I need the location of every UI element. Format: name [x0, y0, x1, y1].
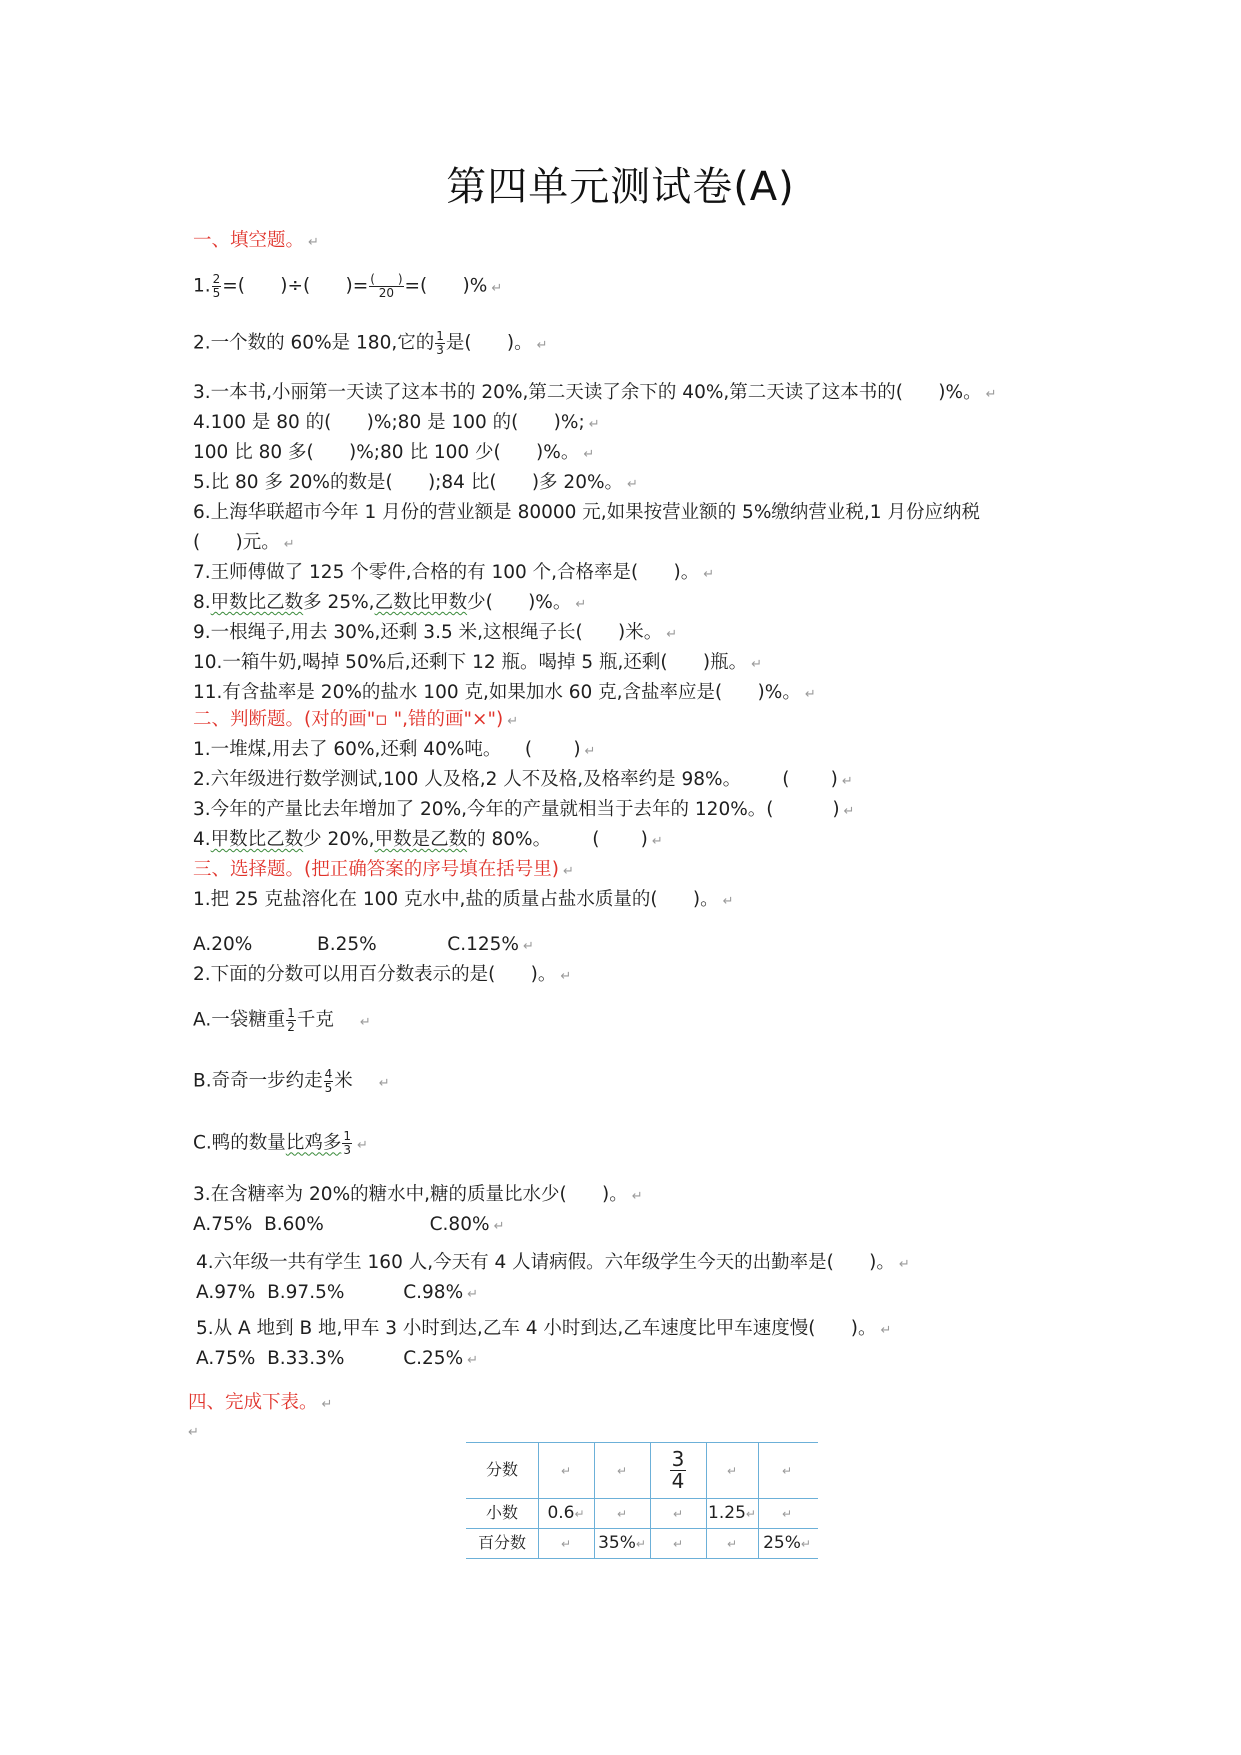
- q3-2-b-tail: 米: [334, 1070, 353, 1092]
- paragraph-mark: ↵: [575, 597, 587, 612]
- q1-11-text: 11.有含盐率是 20%的盐水 100 克,如果加水 60 克,含盐率应是( )%。: [193, 682, 801, 703]
- question-1-3: [193, 380, 997, 408]
- empty-paragraph: [188, 1418, 199, 1446]
- paragraph-mark: ↵: [583, 447, 595, 462]
- table-cell-blank: [538, 1528, 594, 1558]
- conversion-table: [466, 1442, 826, 1560]
- table-cell: 0.6↵: [547, 1503, 585, 1523]
- q3-2-a-prefix: A.一袋糖重: [193, 1009, 286, 1031]
- question-1-4a: [193, 410, 600, 438]
- cell-mark: ↵: [781, 1464, 793, 1478]
- question-2-2: [193, 767, 853, 795]
- section-3-header: [193, 857, 574, 885]
- paragraph-mark: ↵: [467, 1353, 479, 1368]
- paragraph-mark: ↵: [562, 864, 574, 879]
- cell-mark: ↵: [616, 1507, 628, 1521]
- q1-8-tail: 少( )%。: [467, 592, 572, 613]
- paragraph-mark: ↵: [308, 235, 319, 250]
- q2-2-text: 2.六年级进行数学测试,100 人及格,2 人不及格,及格率约是 98%。 ( ): [193, 769, 838, 790]
- table-cell-blank: [758, 1498, 816, 1528]
- question-1-6a: [193, 500, 980, 526]
- question-1-1: [193, 273, 502, 302]
- q1-1-tail: =( )%: [404, 275, 488, 297]
- table-row-header: 小数: [485, 1503, 518, 1522]
- fraction-denominator: 4: [671, 1468, 685, 1493]
- question-3-1: [193, 887, 734, 915]
- q1-2-tail: 是( )。: [445, 332, 533, 354]
- paragraph-mark: ↵: [536, 337, 548, 353]
- fraction-2-5: [212, 273, 222, 300]
- q2-3-text: 3.今年的产量比去年增加了 20%,今年的产量就相当于去年的 120%。( ): [193, 799, 840, 820]
- section-1-header-text: 一、填空题。: [193, 230, 305, 251]
- paragraph-mark: ↵: [804, 687, 816, 702]
- table-cell: 35%↵: [598, 1533, 646, 1553]
- paragraph-mark: ↵: [841, 774, 853, 789]
- q3-2-c-prefix: C.鸭的数量: [193, 1132, 286, 1154]
- table-cell: 25%↵: [763, 1533, 811, 1553]
- paragraph-mark: ↵: [631, 1189, 643, 1204]
- question-1-2: [193, 330, 548, 359]
- cell-mark: ↵: [635, 1537, 646, 1551]
- page-title: 第四单元测试卷(A): [446, 164, 795, 210]
- fraction-blank-20: [369, 273, 403, 300]
- fraction-3-4: [670, 1446, 687, 1493]
- fraction-numerator: ( ): [370, 272, 403, 286]
- table-cell-blank: [758, 1442, 816, 1498]
- fraction-denominator: 3: [343, 1143, 351, 1157]
- q1-8-prefix: 8.: [193, 592, 211, 613]
- fraction-numerator: 2: [212, 272, 221, 286]
- question-3-4: [196, 1250, 910, 1278]
- paragraph-mark: ↵: [467, 1287, 479, 1302]
- q1-9-text: 9.一根绳子,用去 30%,还剩 3.5 米,这根绳子长( )米。: [193, 622, 663, 643]
- q3-1-text: 1.把 25 克盐溶化在 100 克水中,盐的质量占盐水质量的( )。: [193, 889, 719, 910]
- q2-1-text: 1.一堆煤,用去了 60%,还剩 40%吨。 ( ): [193, 739, 581, 760]
- section-2-header: [193, 707, 518, 735]
- table-cell-blank: [538, 1442, 594, 1498]
- question-1-6b: [193, 530, 295, 558]
- section-4-header: [188, 1390, 332, 1418]
- fraction-numerator: 4: [324, 1067, 333, 1081]
- paragraph-mark: ↵: [722, 894, 734, 909]
- paragraph-mark: ↵: [188, 1425, 199, 1440]
- question-1-8: [193, 590, 586, 618]
- fraction-denominator: 5: [324, 1081, 333, 1095]
- question-1-4b: [193, 440, 594, 468]
- section-1-header: [193, 228, 319, 256]
- paragraph-mark: ↵: [491, 280, 503, 296]
- q1-3-text: 3.一本书,小丽第一天读了这本书的 20%,第二天读了余下的 40%,第二天读了这本书的( )%。: [193, 382, 982, 403]
- question-3-1-options: [193, 932, 534, 960]
- cell-mark: ↵: [726, 1464, 738, 1478]
- q1-6b-text: ( )元。: [193, 532, 280, 553]
- q1-2-prefix: 2.一个数的 60%是 180,它的: [193, 332, 435, 354]
- fraction-1-2: [286, 1007, 296, 1034]
- cell-mark: ↵: [616, 1464, 628, 1478]
- table-cell-blank: [650, 1528, 706, 1558]
- table-cell-blank: [706, 1442, 758, 1498]
- question-2-1: [193, 737, 595, 765]
- fraction-denominator: 2: [287, 1020, 295, 1034]
- table-row-header: 分数: [485, 1460, 518, 1479]
- fraction-numerator: 3: [671, 1446, 685, 1471]
- cell-mark: ↵: [560, 1537, 572, 1551]
- cell-mark: ↵: [672, 1507, 684, 1521]
- q1-6a-text: 6.上海华联超市今年 1 月份的营业额是 80000 元,如果按营业额的 5%缴纳营业税,1 月份应纳税: [193, 502, 980, 523]
- paragraph-mark: ↵: [321, 1397, 333, 1412]
- q2-4-middle: 少 20%,: [303, 829, 375, 850]
- q3-3-options-text: A.75% B.60% C.80%: [193, 1214, 490, 1235]
- q1-4a-text: 4.100 是 80 的( )%;80 是 100 的( )%;: [193, 412, 585, 433]
- paragraph-mark: ↵: [627, 477, 638, 492]
- q1-8-underlined-2: 乙数比甲数: [374, 592, 468, 613]
- q2-4-underlined-2: 甲数是乙数: [374, 829, 468, 850]
- question-3-4-options: [196, 1280, 478, 1308]
- paragraph-mark: ↵: [560, 969, 572, 984]
- section-3-header-text: 三、选择题。(把正确答案的序号填在括号里): [193, 859, 559, 880]
- fraction-numerator: 1: [343, 1129, 351, 1143]
- paragraph-mark: ↵: [378, 1075, 390, 1091]
- cell-mark: ↵: [726, 1537, 738, 1551]
- paragraph-mark: ↵: [507, 714, 519, 729]
- q2-4-underlined-1: 甲数比乙数: [210, 829, 304, 850]
- paragraph-mark: ↵: [985, 387, 997, 402]
- fraction-4-5: [324, 1068, 334, 1095]
- paragraph-mark: ↵: [703, 567, 715, 582]
- cell-mark: ↵: [800, 1537, 811, 1551]
- q3-2-text: 2.下面的分数可以用百分数表示的是( )。: [193, 964, 557, 985]
- cell-mark: ↵: [574, 1507, 585, 1521]
- q2-4-prefix: 4.: [193, 829, 211, 850]
- fraction-numerator: 1: [287, 1006, 295, 1020]
- cell-mark: ↵: [781, 1507, 793, 1521]
- fraction-denominator: 5: [212, 286, 221, 300]
- table-cell-blank: [594, 1442, 650, 1498]
- q3-4-text: 4.六年级一共有学生 160 人,今天有 4 人请病假。六年级学生今天的出勤率是( )。: [196, 1252, 895, 1273]
- table-cell-blank: [706, 1528, 758, 1558]
- section-4-header-text: 四、完成下表。: [188, 1392, 318, 1413]
- q1-1-middle: =( )÷( )=: [222, 275, 369, 297]
- q3-1-options-text: A.20% B.25% C.125%: [193, 934, 519, 955]
- table-cell-blank: [594, 1498, 650, 1528]
- fraction-1-3: [342, 1130, 352, 1157]
- question-3-2-option-b: [193, 1068, 390, 1097]
- paragraph-mark: ↵: [359, 1014, 371, 1030]
- cell-mark: ↵: [560, 1464, 572, 1478]
- cell-mark: ↵: [745, 1507, 756, 1521]
- question-2-4: [193, 827, 663, 855]
- q1-7-text: 7.王师傅做了 125 个零件,合格的有 100 个,合格率是( )。: [193, 562, 700, 583]
- paragraph-mark: ↵: [493, 1219, 505, 1234]
- q2-4-tail: 的 80%。 ( ): [467, 829, 648, 850]
- paragraph-mark: ↵: [751, 657, 763, 672]
- question-1-9: [193, 620, 677, 648]
- q1-10-text: 10.一箱牛奶,喝掉 50%后,还剩下 12 瓶。喝掉 5 瓶,还剩( )瓶。: [193, 652, 748, 673]
- paragraph-mark: ↵: [283, 537, 295, 552]
- question-1-5: [193, 470, 638, 498]
- question-3-3-options: [193, 1212, 504, 1240]
- fraction-numerator: 1: [436, 329, 444, 343]
- paragraph-mark: ↵: [356, 1137, 368, 1153]
- q3-5-options-text: A.75% B.33.3% C.25%: [196, 1348, 464, 1369]
- q3-3-text: 3.在含糖率为 20%的糖水中,糖的质量比水少( )。: [193, 1184, 628, 1205]
- table-cell-fraction: [650, 1442, 706, 1498]
- fraction-denominator: 20: [378, 286, 395, 300]
- question-1-7: [193, 560, 714, 588]
- paragraph-mark: ↵: [666, 627, 678, 642]
- table-cell-blank: [650, 1498, 706, 1528]
- paragraph-mark: ↵: [522, 939, 534, 954]
- question-3-2: [193, 962, 571, 990]
- fraction-1-3: [435, 330, 445, 357]
- question-3-2-option-a: [193, 1007, 371, 1036]
- q3-2-a-tail: 千克: [296, 1009, 334, 1031]
- q3-4-options-text: A.97% B.97.5% C.98%: [196, 1282, 464, 1303]
- question-3-3: [193, 1182, 643, 1210]
- table-row-header: 百分数: [477, 1533, 526, 1552]
- paragraph-mark: ↵: [898, 1257, 910, 1272]
- q3-5-text: 5.从 A 地到 B 地,甲车 3 小时到达,乙车 4 小时到达,乙车速度比甲车速度慢( )。: [196, 1318, 877, 1339]
- paragraph-mark: ↵: [651, 834, 663, 849]
- section-2-header-text: 二、判断题。(对的画"▫ ",错的画"×"): [193, 709, 504, 730]
- cell-mark: ↵: [672, 1537, 684, 1551]
- q1-8-underlined-1: 甲数比乙数: [210, 592, 304, 613]
- question-1-11: [193, 680, 816, 708]
- q3-2-c-underlined: 比鸡多: [285, 1132, 342, 1154]
- paragraph-mark: ↵: [843, 804, 855, 819]
- fraction-denominator: 3: [436, 343, 444, 357]
- question-3-5-options: [196, 1346, 478, 1374]
- paragraph-mark: ↵: [584, 744, 596, 759]
- paragraph-mark: ↵: [588, 417, 600, 432]
- question-1-10: [193, 650, 762, 678]
- q1-5-text: 5.比 80 多 20%的数是( );84 比( )多 20%。: [193, 472, 624, 493]
- paragraph-mark: ↵: [880, 1323, 892, 1338]
- q1-4b-text: 100 比 80 多( )%;80 比 100 少( )%。: [193, 442, 580, 463]
- question-2-3: [193, 797, 854, 825]
- table-rule-3: [466, 1558, 818, 1559]
- q3-2-b-prefix: B.奇奇一步约走: [193, 1070, 323, 1092]
- q1-1-prefix: 1.: [193, 275, 211, 297]
- question-3-5: [196, 1316, 891, 1344]
- table-cell: 1.25↵: [708, 1503, 756, 1523]
- q1-8-middle: 多 25%,: [303, 592, 375, 613]
- question-3-2-option-c: [193, 1130, 368, 1159]
